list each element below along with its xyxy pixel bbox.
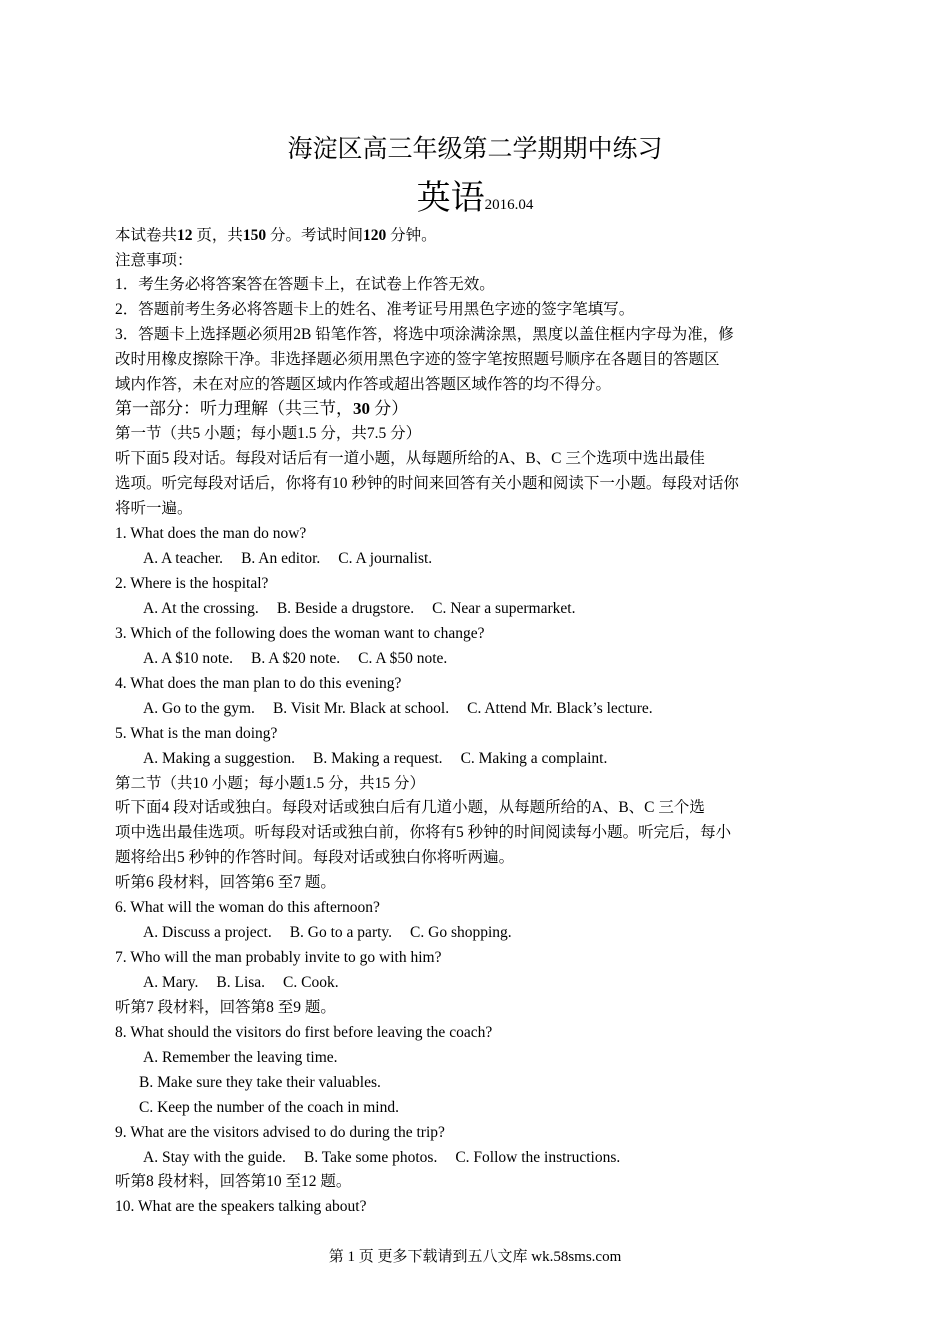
options-5 (143, 748, 607, 770)
question-9: 9. What are the visitors advised to do during the trip? (115, 1124, 445, 1141)
option-c: C. A journalist. (338, 550, 433, 567)
option-b: B. A $20 note. (251, 650, 341, 667)
question-1: 1. What does the man do now? (115, 525, 307, 542)
notice-item: 3．答题卡上选择题必须用2B 铅笔作答，将选中项涂满涂黑，黑度以盖住框内字母为准，修 (115, 326, 734, 343)
option-c: C. Near a supermarket. (432, 600, 576, 617)
option-c: C. Keep the number of the coach in mind. (139, 1099, 399, 1116)
question-2: 2. Where is the hospital? (115, 575, 269, 592)
question-6: 6. What will the woman do this afternoon? (115, 899, 380, 916)
option-a: A. Stay with the guide. (143, 1149, 286, 1166)
option-a: A. Mary. (143, 974, 199, 991)
material-note: 听第6 段材料，回答第6 至7 题。 (115, 874, 336, 891)
part1-heading: 第一部分：听力理解（共三节，30 分） (115, 399, 409, 418)
material-note: 听第7 段材料，回答第8 至9 题。 (115, 999, 336, 1016)
section2-instructions: 题将给出5 秒钟的作答时间。每段对话或独白你将听两遍。 (115, 849, 515, 866)
options-3 (143, 648, 447, 670)
options-9 (143, 1147, 620, 1169)
notice-label: 注意事项： (115, 252, 193, 269)
subject-heading (0, 177, 950, 221)
option-c: C. Go shopping. (410, 924, 512, 941)
page-title: 海淀区高三年级第二学期期中练习 (287, 136, 663, 163)
option-a: A. Remember the leaving time. (143, 1049, 338, 1066)
section2-instructions: 听下面4 段对话或独白。每段对话或独白后有几道小题，从每题所给的A、B、C 三个选 (115, 799, 705, 816)
notice-item: 1．考生务必将答案答在答题卡上，在试卷上作答无效。 (115, 276, 495, 293)
option-b: B. An editor. (241, 550, 321, 567)
option-b: B. Take some photos. (303, 1149, 438, 1166)
page-footer: 第 1 页 更多下载请到五八文库 wk.58sms.com (328, 1249, 622, 1265)
section1-instructions: 将听一遍。 (115, 500, 193, 517)
option-c: C. Follow the instructions. (455, 1149, 621, 1166)
options-1 (143, 548, 432, 570)
notice-item: 2．答题前考生务必将答题卡上的姓名、准考证号用黑色字迹的签字笔填写。 (115, 301, 635, 318)
option-b: B. Make sure they take their valuables. (139, 1074, 381, 1091)
option-c: C. Cook. (283, 974, 339, 991)
section1-instructions: 选项。听完每段对话后，你将有10 秒钟的时间来回答有关小题和阅读下一小题。每段对话你 (115, 475, 739, 492)
option-c: C. Making a complaint. (460, 750, 608, 767)
question-7: 7. Who will the man probably invite to go with him? (115, 949, 442, 966)
question-8: 8. What should the visitors do first before leaving the coach? (115, 1024, 493, 1041)
option-c: C. A $50 note. (358, 650, 448, 667)
option-a: A. Making a suggestion. (143, 750, 295, 767)
material-note: 听第8 段材料，回答第10 至12 题。 (115, 1173, 352, 1190)
question-10: 10. What are the speakers talking about? (115, 1198, 367, 1215)
option-b: B. Go to a party. (289, 924, 393, 941)
option-b: B. Making a request. (312, 750, 443, 767)
option-a: A. Discuss a project. (143, 924, 272, 941)
section1-heading: 第一节（共5 小题；每小题1.5 分，共7.5 分） (115, 425, 422, 442)
subject-name: 英语 (416, 180, 485, 217)
notice-item: 域内作答，未在对应的答题区域内作答或超出答题区域作答的均不得分。 (115, 376, 612, 393)
option-b: B. Visit Mr. Black at school. (272, 700, 450, 717)
section1-instructions: 听下面5 段对话。每段对话后有一道小题，从每题所给的A、B、C 三个选项中选出最佳 (115, 450, 705, 467)
exam-info: 本试卷共12 页，共150 分。考试时间120 分钟。 (115, 227, 437, 244)
options-6 (143, 922, 512, 944)
exam-date: 2016.04 (484, 197, 534, 213)
option-a: A. A $10 note. (143, 650, 233, 667)
section2-instructions: 项中选出最佳选项。听每段对话或独白前，你将有5 秒钟的时间阅读每小题。听完后，每小 (115, 824, 732, 841)
options-4 (143, 698, 653, 720)
option-a: A. A teacher. (143, 550, 224, 567)
option-c: C. Attend Mr. Black’s lecture. (467, 700, 653, 717)
notice-item: 改时用橡皮擦除干净。非选择题必须用黑色字迹的签字笔按照题号顺序在各题目的答题区 (115, 351, 720, 368)
option-a: A. Go to the gym. (143, 700, 255, 717)
question-3: 3. Which of the following does the woman want to change? (115, 625, 485, 642)
option-b: B. Beside a drugstore. (276, 600, 415, 617)
section2-heading: 第二节（共10 小题；每小题1.5 分，共15 分） (115, 775, 426, 792)
question-5: 5. What is the man doing? (115, 725, 278, 742)
option-b: B. Lisa. (216, 974, 266, 991)
option-a: A. At the crossing. (143, 600, 259, 617)
options-2 (143, 598, 575, 620)
options-7 (143, 972, 339, 994)
question-4: 4. What does the man plan to do this evening? (115, 675, 402, 692)
